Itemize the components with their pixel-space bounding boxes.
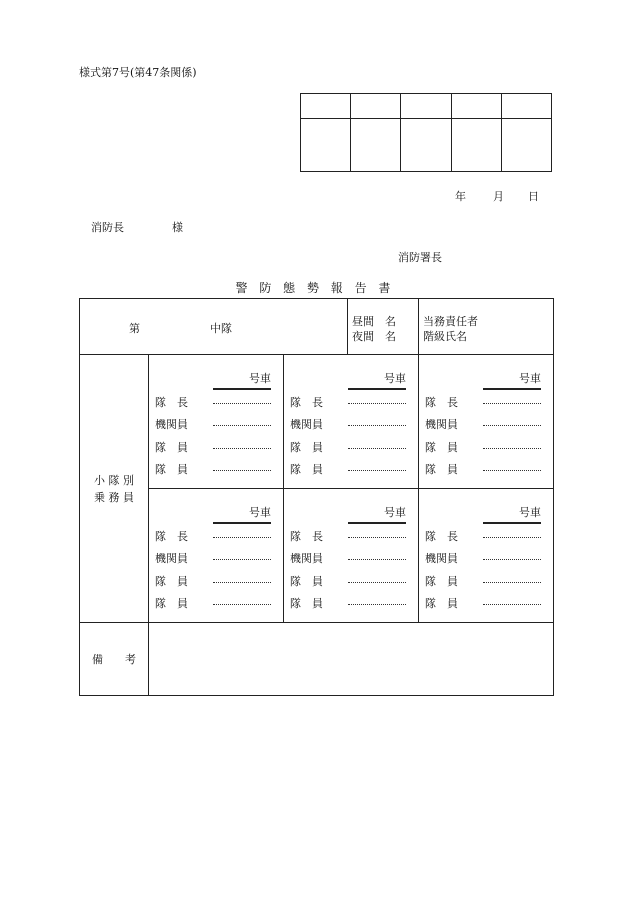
unit-cell[interactable] — [80, 299, 348, 355]
stamp-box[interactable] — [301, 119, 351, 172]
document-title: 警 防 態 勢 報 告 書 — [235, 281, 395, 295]
stamp-header-cell — [401, 94, 451, 119]
car-block[interactable] — [419, 489, 554, 623]
car-block[interactable] — [149, 489, 284, 623]
form-number: 様式第7号(第47条関係) — [79, 66, 197, 79]
name-blank[interactable] — [348, 448, 406, 449]
remarks-field[interactable] — [149, 623, 554, 696]
name-blank[interactable] — [348, 403, 406, 404]
crew-line-member[interactable] — [425, 573, 541, 587]
name-blank[interactable] — [213, 604, 271, 605]
role-member: 隊 員 — [425, 575, 459, 588]
night-shift-label: 夜間 名 — [352, 330, 397, 343]
role-member: 隊 員 — [290, 463, 323, 476]
crew-line-engineer[interactable] — [425, 416, 541, 430]
role-engineer: 機関員 — [290, 418, 323, 431]
role-engineer: 機関員 — [290, 552, 323, 565]
car-block[interactable] — [284, 355, 419, 489]
date-year-label: 年 — [455, 190, 466, 203]
date-day-label: 日 — [528, 190, 539, 203]
crew-line-member[interactable] — [290, 573, 406, 587]
name-blank[interactable] — [483, 604, 541, 605]
name-blank[interactable] — [348, 604, 406, 605]
name-blank[interactable] — [483, 559, 541, 560]
crew-line-engineer[interactable] — [155, 550, 271, 564]
car-block[interactable] — [149, 355, 284, 489]
name-blank[interactable] — [213, 403, 271, 404]
car-number-label: 号車 — [213, 504, 271, 524]
crew-line-leader[interactable] — [155, 528, 271, 542]
crew-label-line2: 乗 務 員 — [94, 490, 134, 504]
crew-line-member[interactable] — [155, 461, 271, 475]
crew-line-leader[interactable] — [425, 394, 541, 408]
car-number-label: 号車 — [213, 370, 271, 390]
role-member: 隊 員 — [425, 463, 459, 476]
name-blank[interactable] — [348, 470, 406, 471]
responsible-cell[interactable] — [419, 299, 554, 355]
rank-name-label: 階級氏名 — [423, 330, 468, 343]
role-leader: 隊 長 — [155, 396, 188, 409]
shift-count-cell[interactable] — [348, 299, 419, 355]
crew-line-engineer[interactable] — [155, 416, 271, 430]
name-blank[interactable] — [483, 403, 541, 404]
crew-line-member[interactable] — [290, 595, 406, 609]
role-member: 隊 員 — [425, 597, 459, 610]
name-blank[interactable] — [348, 559, 406, 560]
responsible-label: 当務責任者 — [423, 315, 479, 328]
crew-line-member[interactable] — [425, 461, 541, 475]
role-member: 隊 員 — [155, 575, 188, 588]
stamp-header-cell — [501, 94, 551, 119]
date-month-label: 月 — [493, 190, 504, 203]
role-engineer: 機関員 — [155, 418, 188, 431]
name-blank[interactable] — [213, 559, 271, 560]
addressee-honorific: 様 — [172, 221, 183, 234]
crew-label-line1: 小 隊 別 — [94, 473, 134, 487]
chutai-label: 中隊 — [210, 322, 232, 335]
crew-line-leader[interactable] — [155, 394, 271, 408]
report-table — [79, 298, 554, 696]
role-engineer: 機関員 — [425, 418, 459, 431]
role-leader: 隊 長 — [155, 530, 188, 543]
crew-line-member[interactable] — [155, 439, 271, 453]
day-shift-label: 昼間 名 — [352, 315, 397, 328]
name-blank[interactable] — [483, 582, 541, 583]
crew-line-leader[interactable] — [290, 528, 406, 542]
car-block[interactable] — [419, 355, 554, 489]
remarks-label: 備 考 — [92, 653, 136, 666]
crew-line-member[interactable] — [155, 595, 271, 609]
crew-line-leader[interactable] — [425, 528, 541, 542]
role-member: 隊 員 — [155, 597, 188, 610]
stamp-header-cell — [351, 94, 401, 119]
name-blank[interactable] — [483, 448, 541, 449]
role-member: 隊 員 — [155, 441, 188, 454]
car-block[interactable] — [284, 489, 419, 623]
crew-line-leader[interactable] — [290, 394, 406, 408]
name-blank[interactable] — [483, 537, 541, 538]
approval-stamp-table — [300, 93, 552, 172]
crew-line-engineer[interactable] — [425, 550, 541, 564]
crew-line-member[interactable] — [290, 439, 406, 453]
stamp-box[interactable] — [351, 119, 401, 172]
dai-label: 第 — [129, 322, 140, 335]
name-blank[interactable] — [348, 582, 406, 583]
role-leader: 隊 長 — [290, 530, 323, 543]
name-blank[interactable] — [348, 537, 406, 538]
addressee-title: 消防長 — [91, 221, 124, 234]
car-number-label: 号車 — [483, 504, 541, 524]
car-number-label: 号車 — [348, 370, 406, 390]
name-blank[interactable] — [213, 425, 271, 426]
remarks-label-cell — [80, 623, 149, 696]
name-blank[interactable] — [348, 425, 406, 426]
role-member: 隊 員 — [425, 441, 459, 454]
role-engineer: 機関員 — [155, 552, 188, 565]
stamp-header-cell — [451, 94, 501, 119]
name-blank[interactable] — [213, 470, 271, 471]
role-member: 隊 員 — [290, 441, 323, 454]
crew-line-member[interactable] — [155, 573, 271, 587]
crew-line-member[interactable] — [425, 439, 541, 453]
role-engineer: 機関員 — [425, 552, 459, 565]
name-blank[interactable] — [213, 448, 271, 449]
sender-title: 消防署長 — [398, 251, 442, 264]
name-blank[interactable] — [483, 425, 541, 426]
name-blank[interactable] — [483, 470, 541, 471]
crew-line-engineer[interactable] — [290, 550, 406, 564]
stamp-box[interactable] — [451, 119, 501, 172]
crew-section-label — [80, 355, 149, 623]
role-leader: 隊 長 — [425, 530, 459, 543]
role-member: 隊 員 — [155, 463, 188, 476]
car-number-label: 号車 — [483, 370, 541, 390]
role-member: 隊 員 — [290, 575, 323, 588]
name-blank[interactable] — [213, 537, 271, 538]
role-leader: 隊 長 — [425, 396, 459, 409]
stamp-header-cell — [301, 94, 351, 119]
role-member: 隊 員 — [290, 597, 323, 610]
stamp-box[interactable] — [501, 119, 551, 172]
crew-line-member[interactable] — [425, 595, 541, 609]
stamp-box[interactable] — [401, 119, 451, 172]
name-blank[interactable] — [213, 582, 271, 583]
crew-line-member[interactable] — [290, 461, 406, 475]
role-leader: 隊 長 — [290, 396, 323, 409]
car-number-label: 号車 — [348, 504, 406, 524]
crew-line-engineer[interactable] — [290, 416, 406, 430]
